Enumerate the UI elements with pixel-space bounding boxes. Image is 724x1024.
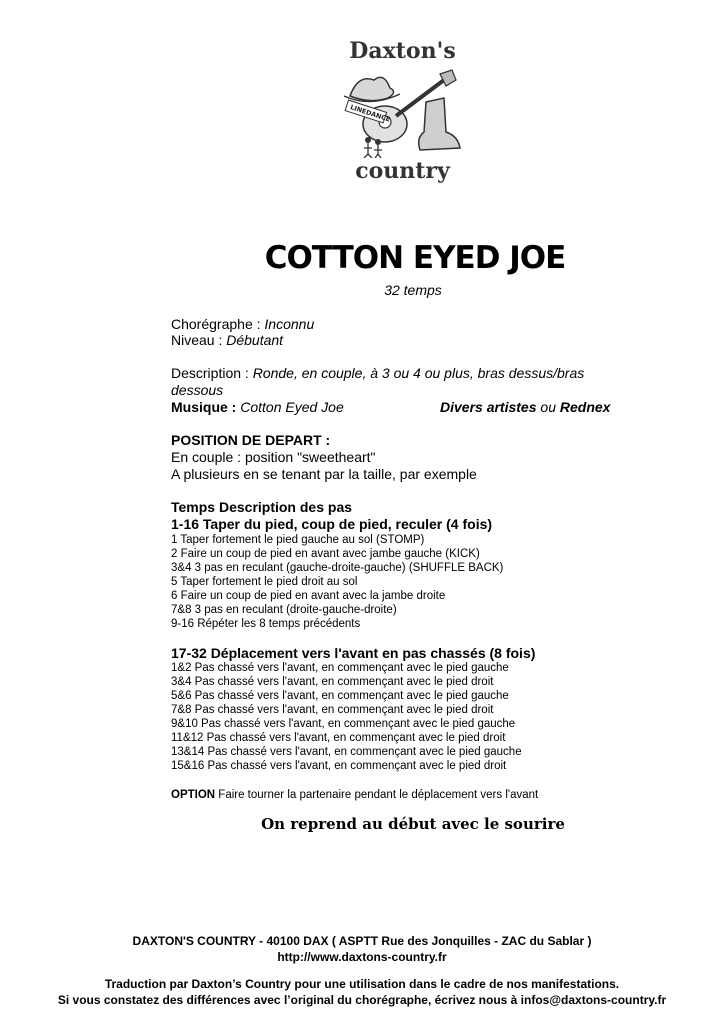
description-text-1: Ronde, en couple, à 3 ou 4 ou plus, bras dessus/bras [252, 365, 585, 381]
section2-heading: 17-32 Déplacement vers l'avant en pas chassés (8 fois) [171, 645, 536, 661]
section1-list [171, 533, 503, 631]
step-line: 3&4 Pas chassé vers l'avant, en commençant avec le pied droit [171, 676, 494, 688]
choreographer-value: Inconnu [264, 316, 315, 332]
logo-bottom-text: country [355, 158, 450, 184]
footer-website[interactable]: http://www.daxtons-country.fr [277, 950, 447, 964]
step-line: 9&10 Pas chassé vers l'avant, en commençant avec le pied gauche [171, 718, 516, 730]
footer-note-1: Traduction par Daxton’s Country pour une utilisation dans le cadre de nos manifestations. [104, 977, 620, 991]
guitar-boot-hat-icon [340, 66, 465, 158]
steps-header: Temps Description des pas [171, 499, 353, 515]
option-label: OPTION [171, 789, 216, 801]
section2-list [171, 661, 522, 773]
footer-address: DAXTON'S COUNTRY - 40100 DAX ( ASPTT Rue des Jonquilles - ZAC du Sablar ) [132, 934, 592, 948]
step-line: 15&16 Pas chassé vers l'avant, en commençant avec le pied droit [171, 760, 507, 772]
logo-top-text: Daxton's [349, 38, 456, 64]
start-position-heading: POSITION DE DEPART : [171, 432, 331, 448]
start-position-line-1: En couple : position "sweetheart" [171, 449, 376, 465]
option-text: Faire tourner la partenaire pendant le déplacement vers l'avant [215, 789, 539, 801]
description-label: Description : [171, 365, 253, 381]
choreographer-label: Chorégraphe : [171, 316, 265, 332]
step-line: 11&12 Pas chassé vers l'avant, en commençant avec le pied droit [171, 732, 506, 744]
step-line: 1 Taper fortement le pied gauche au sol (STOMP) [171, 534, 425, 546]
step-line: 7&8 Pas chassé vers l'avant, en commençant avec le pied droit [171, 704, 494, 716]
step-line: 9-16 Répéter les 8 temps précédents [171, 618, 361, 630]
music-label: Musique : [171, 399, 241, 415]
choreographer-line [171, 316, 314, 333]
music-or: ou [536, 399, 560, 415]
start-position-line-2: A plusieurs en se tenant par la taille, par exemple [171, 466, 477, 482]
step-line: 3&4 3 pas en reculant (gauche-droite-gauche) (SHUFFLE BACK) [171, 562, 504, 574]
footer-note-2: Si vous constatez des différences avec l’original du chorégraphe, écrivez nous à infos@daxtons-country.fr [57, 993, 667, 1007]
option-line [171, 788, 538, 802]
music-artists [440, 399, 610, 416]
count-subtitle: 32 temps [384, 282, 442, 298]
level-value: Débutant [226, 332, 284, 348]
step-line: 1&2 Pas chassé vers l'avant, en commençant avec le pied gauche [171, 662, 509, 674]
music-artist2: Rednex [559, 399, 611, 415]
signoff-text: On reprend au début avec le sourire [261, 815, 565, 833]
description-text-2: dessous [171, 382, 224, 398]
step-line: 5 Taper fortement le pied droit au sol [171, 576, 358, 588]
logo-badge-text: LINEDANCE [349, 103, 392, 124]
level-line [171, 332, 283, 349]
level-label: Niveau : [171, 332, 227, 348]
section1-heading: 1-16 Taper du pied, coup de pied, reculer (4 fois) [171, 516, 493, 532]
music-title: Cotton Eyed Joe [240, 399, 344, 415]
step-line: 5&6 Pas chassé vers l'avant, en commençant avec le pied gauche [171, 690, 509, 702]
step-line: 7&8 3 pas en reculant (droite-gauche-droite) [171, 604, 397, 616]
music-line [171, 399, 621, 416]
step-line: 2 Faire un coup de pied en avant avec jambe gauche (KICK) [171, 548, 480, 560]
step-line: 13&14 Pas chassé vers l'avant, en commençant avec le pied gauche [171, 746, 522, 758]
dance-title: COTTON EYED JOE [264, 240, 566, 276]
description-line [171, 365, 584, 382]
step-line: 6 Faire un coup de pied en avant avec la jambe droite [171, 590, 446, 602]
club-logo [335, 38, 470, 188]
music-artists-text: Divers artistes [440, 399, 537, 415]
